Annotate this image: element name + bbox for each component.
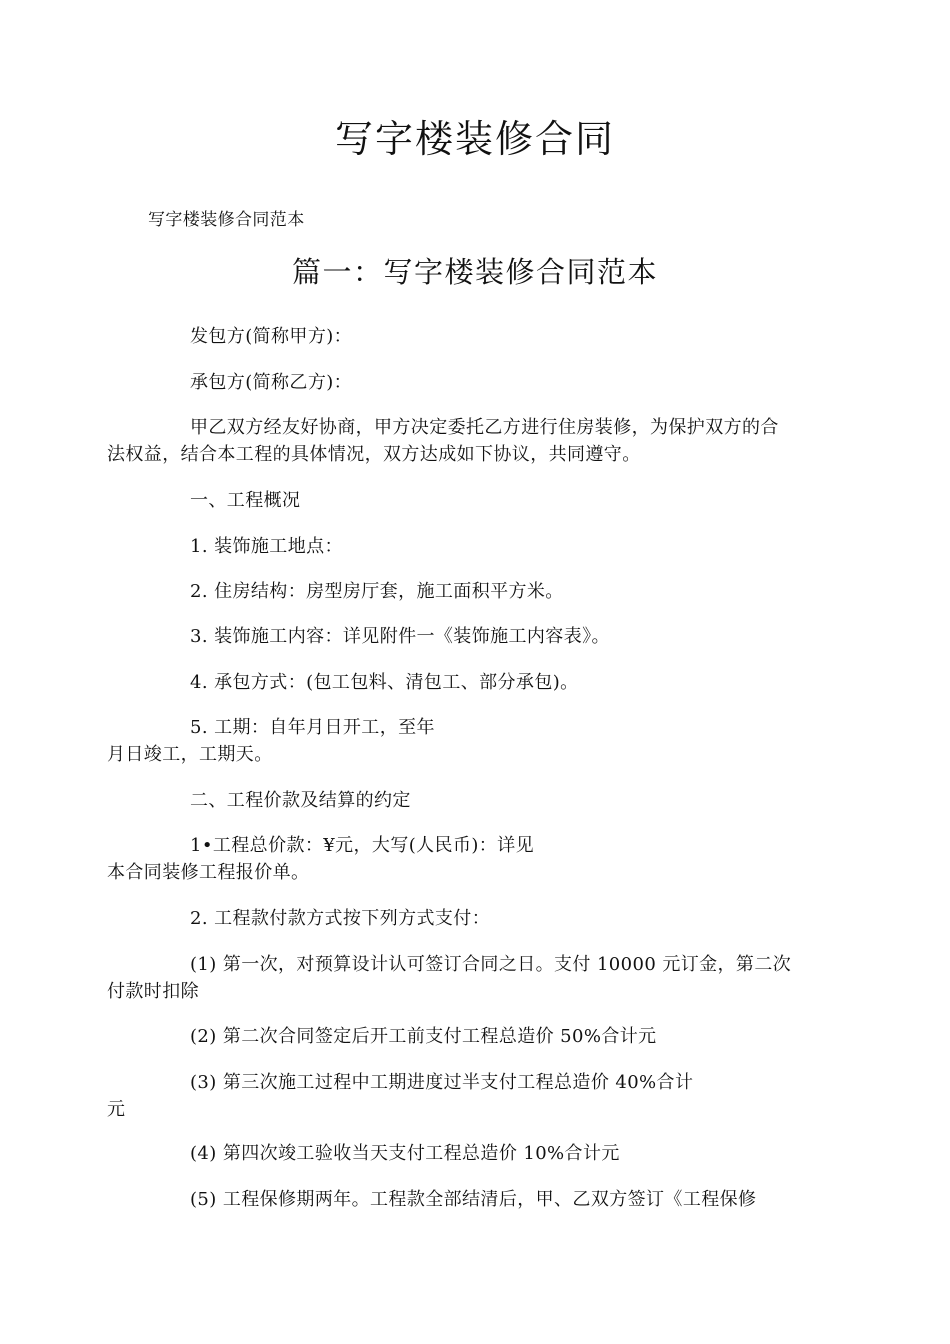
payment-2-line: (2) 第二次合同签定后开工前支付工程总造价 50%合计元 xyxy=(190,1026,657,1047)
document-title: 写字楼装修合同 xyxy=(334,117,615,161)
intro-paragraph-line-2: 法权益，结合本工程的具体情况，双方达成如下协议，共同遵守。 xyxy=(107,444,641,465)
payment-4-line: (4) 第四次竣工验收当天支付工程总造价 10%合计元 xyxy=(190,1143,620,1164)
party-b-line: 承包方(简称乙方)： xyxy=(190,372,353,393)
payment-5-line: (5) 工程保修期两年。工程款全部结清后，甲、乙双方签订《工程保修 xyxy=(190,1189,757,1210)
intro-paragraph-line-1: 甲乙双方经友好协商，甲方决定委托乙方进行住房装修，为保护双方的合 xyxy=(190,417,779,438)
section-heading: 篇一：写字楼装修合同范本 xyxy=(291,255,658,289)
payment-1-line-2: 付款时扣除 xyxy=(107,981,199,1002)
item-3-line: 3. 装饰施工内容：详见附件一《装饰施工内容表》。 xyxy=(190,626,610,647)
item-1-line: 1. 装饰施工地点： xyxy=(190,536,343,557)
section-2-title: 二、工程价款及结算的约定 xyxy=(190,790,411,811)
payment-3-line-1: (3) 第三次施工过程中工期进度过半支付工程总造价 40%合计 xyxy=(190,1072,694,1093)
item-5-line-1: 5. 工期：自年月日开工，至年 xyxy=(190,717,435,738)
payment-3-line-2: 元 xyxy=(107,1099,126,1120)
payment-1-line-1: (1) 第一次，对预算设计认可签订合同之日。支付 10000 元订金，第二次 xyxy=(190,954,792,975)
section-1-title: 一、工程概况 xyxy=(190,490,301,511)
item-5-line-2: 月日竣工，工期天。 xyxy=(107,744,273,765)
price-line-1: 1•工程总价款：¥元，大写(人民币)：详见 xyxy=(190,835,534,856)
party-a-line: 发包方(简称甲方)： xyxy=(190,326,353,347)
item-4-line: 4. 承包方式：(包工包料、清包工、部分承包)。 xyxy=(190,672,579,693)
payment-method-title: 2. 工程款付款方式按下列方式支付： xyxy=(190,908,491,929)
item-2-line: 2. 住房结构：房型房厅套，施工面积平方米。 xyxy=(190,581,564,602)
price-line-2: 本合同装修工程报价单。 xyxy=(107,862,310,883)
document-subtitle: 写字楼装修合同范本 xyxy=(148,210,305,230)
